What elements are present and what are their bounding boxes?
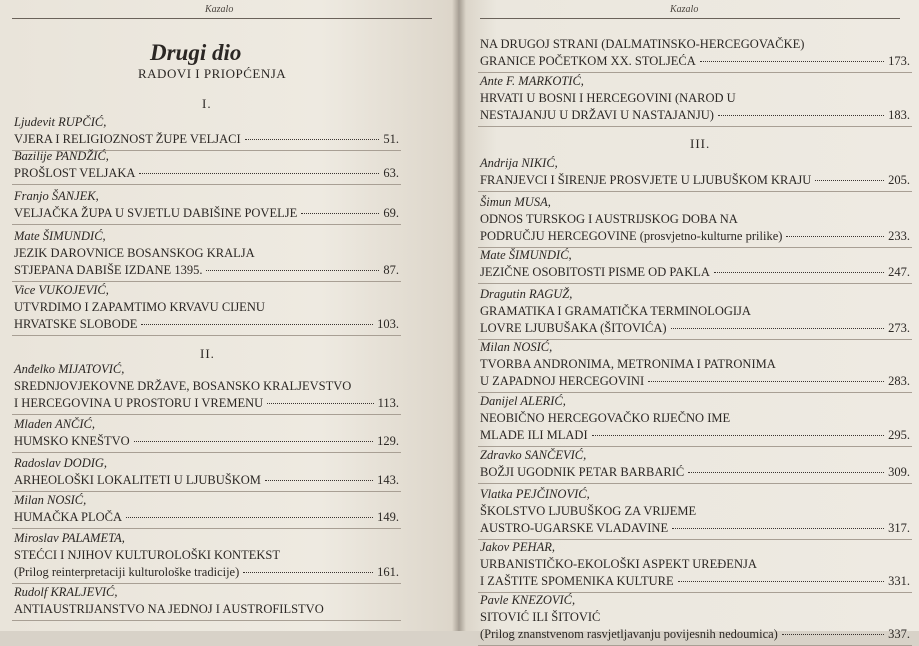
right-header-rule: [480, 18, 900, 19]
entry-author: Miroslav PALAMETA,: [14, 531, 125, 545]
right-toc-entry: [480, 36, 910, 70]
page-number: 149.: [377, 510, 399, 524]
entry-title-line: [480, 172, 910, 189]
entry-author: Mate ŠIMUNDIĆ,: [14, 229, 106, 243]
right-toc-entry: [480, 286, 910, 337]
left-toc-entry: [14, 228, 399, 279]
entry-title-line: GRAMATIKA I GRAMATIČKA TERMINOLOGIJA: [480, 304, 751, 318]
entry-author: Dragutin RAGUŽ,: [480, 287, 573, 301]
entry-title-line: [480, 464, 910, 481]
leader-dots: [648, 381, 884, 382]
entry-title-line: [14, 395, 399, 412]
entry-author: Andrija NIKIĆ,: [480, 156, 558, 170]
leader-dots: [139, 173, 379, 174]
page-number: 129.: [377, 434, 399, 448]
entry-title-text: BOŽJI UGODNIK PETAR BARBARIĆ: [480, 465, 685, 479]
entry-title-line: [14, 433, 399, 450]
entry-author: Jakov PEHAR,: [480, 540, 555, 554]
entry-author: Pavle KNEZOVIĆ,: [480, 593, 576, 607]
entry-title-line: [14, 205, 399, 222]
left-page: [0, 0, 458, 631]
entry-author: Ljudevit RUPČIĆ,: [14, 115, 107, 129]
page-number: 247.: [888, 265, 910, 279]
right-toc-entry: [480, 194, 910, 245]
page-number: 143.: [377, 473, 399, 487]
right-toc-entry: [480, 73, 910, 124]
page-number: 183.: [888, 108, 910, 122]
leader-dots: [672, 528, 884, 529]
entry-title-text: PROŠLOST VELJAKA: [14, 166, 136, 180]
entry-author: Franjo ŠANJEK,: [14, 189, 99, 203]
leader-dots: [700, 61, 884, 62]
entry-title-line: [14, 316, 399, 333]
page-number: 87.: [383, 263, 399, 277]
entry-title-line: URBANISTIČKO-EKOLOŠKI ASPEKT UREĐENJA: [480, 557, 757, 571]
entry-title-line: TVORBA ANDRONIMA, METRONIMA I PATRONIMA: [480, 357, 776, 371]
entry-title-line: ODNOS TURSKOG I AUSTRIJSKOG DOBA NA: [480, 212, 738, 226]
left-toc-entry: [14, 416, 399, 450]
page-number: 161.: [377, 565, 399, 579]
entry-author: Milan NOSIĆ,: [14, 493, 87, 507]
right-toc-entry: [480, 393, 910, 444]
entry-title-text: HUMAČKA PLOČA: [14, 510, 123, 524]
page-number: 113.: [377, 396, 399, 410]
leader-dots: [782, 634, 884, 635]
page-number: 317.: [888, 521, 910, 535]
entry-title-line: SREDNJOVJEKOVNE DRŽAVE, BOSANSKO KRALJEVSTVO: [14, 379, 352, 393]
entry-title-text: VJERA I RELIGIOZNOST ŽUPE VELJACI: [14, 132, 241, 146]
leader-dots: [688, 472, 884, 473]
entry-author: Zdravko SANČEVIĆ,: [480, 448, 587, 462]
entry-title-line: [480, 320, 910, 337]
left-toc-entry: [14, 584, 399, 618]
entry-title-line: ANTIAUSTRIJANSTVO NA JEDNOJ I AUSTROFILSTVO: [14, 602, 324, 616]
entry-title-text: ARHEOLOŠKI LOKALITETI U LJUBUŠKOM: [14, 473, 261, 487]
entry-title-text: (Prilog znanstvenom rasvjetljavanju povijesnih nedoumica): [480, 627, 778, 641]
entry-title-text: PODRUČJU HERCEGOVINE (prosvjetno-kulturne prilike): [480, 229, 783, 243]
entry-author: Vlatka PEJČINOVIĆ,: [480, 487, 590, 501]
entry-title-text: I HERCEGOVINA U PROSTORU I VREMENU: [14, 396, 264, 410]
entry-title-line: [480, 626, 910, 643]
page-number: 295.: [888, 428, 910, 442]
page-number: 205.: [888, 173, 910, 187]
page-number: 283.: [888, 374, 910, 388]
entry-title-line: [480, 427, 910, 444]
entry-title-text: I ZAŠTITE SPOMENIKA KULTURE: [480, 574, 674, 588]
entry-title-text: LOVRE LJUBUŠAKA (ŠITOVIĆA): [480, 321, 667, 335]
entry-title-line: JEZIK DAROVNICE BOSANSKOG KRALJA: [14, 246, 255, 260]
left-toc-entry: [14, 361, 399, 412]
entry-title-text: VELJAČKA ŽUPA U SVJETLU DABIŠINE POVELJE: [14, 206, 298, 220]
entry-title-line: [14, 564, 399, 581]
leader-dots: [126, 517, 373, 518]
leader-dots: [678, 581, 884, 582]
entry-title-line: NEOBIČNO HERCEGOVAČKO RIJEČNO IME: [480, 411, 731, 425]
entry-title-text: GRANICE POČETKOM XX. STOLJEĆA: [480, 54, 696, 68]
left-toc-entry: [14, 148, 399, 182]
entry-title-line: [14, 165, 399, 182]
right-toc-entry: [480, 592, 910, 643]
entry-separator: [12, 184, 401, 185]
entry-title-line: [480, 107, 910, 124]
section-heading-3: III.: [690, 136, 711, 151]
entry-title-line: [480, 53, 910, 70]
entry-separator: [478, 283, 912, 284]
entry-title-line: [14, 262, 399, 279]
left-toc-entry: [14, 188, 399, 222]
leader-dots: [301, 213, 379, 214]
entry-title-line: [480, 520, 910, 537]
leader-dots: [786, 236, 884, 237]
leader-dots: [714, 272, 884, 273]
page-number: 309.: [888, 465, 910, 479]
entry-title-line: [480, 373, 910, 390]
right-toc-entry: [480, 155, 910, 189]
book-spine-shadow: [452, 0, 466, 631]
left-toc-entry: [14, 455, 399, 489]
page-number: 51.: [383, 132, 399, 146]
entry-title-text: STJEPANA DABIŠE IZDANE 1395.: [14, 263, 203, 277]
entry-title-text: HUMSKO KNEŠTVO: [14, 434, 130, 448]
entry-title-text: JEZIČNE OSOBITOSTI PISME OD PAKLA: [480, 265, 710, 279]
entry-title-line: NA DRUGOJ STRANI (DALMATINSKO-HERCEGOVAČKE): [480, 37, 805, 51]
entry-author: Danijel ALERIĆ,: [480, 394, 566, 408]
entry-title-text: MLADE ILI MLADI: [480, 428, 588, 442]
leader-dots: [245, 139, 380, 140]
part-subtitle: RADOVI I PRIOPĆENJA: [138, 66, 287, 81]
entry-title-line: [14, 509, 399, 526]
entry-author: Šimun MUSA,: [480, 195, 551, 209]
right-page: [460, 0, 919, 641]
entry-title-line: STEĆCI I NJIHOV KULTUROLOŠKI KONTEKST: [14, 548, 280, 562]
left-toc-entry: [14, 492, 399, 526]
entry-author: Anđelko MIJATOVIĆ,: [14, 362, 125, 376]
entry-title-text: NESTAJANJU U DRŽAVI U NASTAJANJU): [480, 108, 714, 122]
entry-title-text: FRANJEVCI I ŠIRENJE PROSVJETE U LJUBUŠKOM KRAJU: [480, 173, 812, 187]
page-number: 331.: [888, 574, 910, 588]
entry-author: Mate ŠIMUNDIĆ,: [480, 248, 572, 262]
entry-title-line: SITOVIĆ ILI ŠITOVIĆ: [480, 610, 601, 624]
leader-dots: [815, 180, 884, 181]
entry-separator: [478, 483, 912, 484]
section-heading-1: I.: [202, 96, 212, 111]
left-toc-entry: [14, 114, 399, 148]
entry-author: Mladen ANČIĆ,: [14, 417, 96, 431]
page-number: 103.: [377, 317, 399, 331]
leader-dots: [265, 480, 373, 481]
page-number: 173.: [888, 54, 910, 68]
entry-title-text: AUSTRO-UGARSKE VLADAVINE: [480, 521, 669, 535]
page-number: 63.: [383, 166, 399, 180]
entry-separator: [12, 528, 401, 529]
page-number: 233.: [888, 229, 910, 243]
page-number: 337.: [888, 627, 910, 641]
section-heading-2: II.: [200, 346, 215, 361]
entry-separator: [12, 335, 401, 336]
leader-dots: [592, 435, 885, 436]
entry-title-line: ŠKOLSTVO LJUBUŠKOG ZA VRIJEME: [480, 504, 697, 518]
entry-title-line: [480, 228, 910, 245]
leader-dots: [243, 572, 373, 573]
entry-separator: [478, 126, 912, 127]
right-running-header: Kazalo: [670, 4, 699, 15]
part-title: Drugi dio: [150, 40, 242, 65]
entry-title-line: UTVRDIMO I ZAPAMTIMO KRVAVU CIJENU: [14, 300, 265, 314]
entry-title-line: [480, 264, 910, 281]
entry-separator: [12, 224, 401, 225]
entry-title-line: [14, 472, 399, 489]
left-toc-entry: [14, 282, 399, 333]
leader-dots: [267, 403, 373, 404]
right-toc-entry: [480, 447, 910, 481]
leader-dots: [718, 115, 884, 116]
left-header-rule: [12, 18, 432, 19]
page-number: 69.: [383, 206, 399, 220]
right-toc-entry: [480, 486, 910, 537]
right-toc-entry: [480, 539, 910, 590]
leader-dots: [206, 270, 379, 271]
entry-author: Vice VUKOJEVIĆ,: [14, 283, 109, 297]
entry-author: Rudolf KRALJEVIĆ,: [14, 585, 118, 599]
entry-separator: [12, 620, 401, 621]
entry-separator: [12, 452, 401, 453]
leader-dots: [141, 324, 373, 325]
entry-title-text: HRVATSKE SLOBODE: [14, 317, 138, 331]
right-toc-entry: [480, 247, 910, 281]
leader-dots: [671, 328, 885, 329]
entry-author: Ante F. MARKOTIĆ,: [480, 74, 584, 88]
left-toc-entry: [14, 530, 399, 581]
right-toc-entry: [480, 339, 910, 390]
entry-separator: [12, 414, 401, 415]
entry-author: Milan NOSIĆ,: [480, 340, 553, 354]
entry-title-text: U ZAPADNOJ HERCEGOVINI: [480, 374, 645, 388]
entry-title-line: [14, 131, 399, 148]
leader-dots: [134, 441, 373, 442]
entry-title-line: [480, 573, 910, 590]
left-running-header: Kazalo: [205, 4, 234, 15]
entry-title-line: HRVATI U BOSNI I HERCEGOVINI (NAROD U: [480, 91, 736, 105]
entry-separator: [478, 191, 912, 192]
entry-author: Bazilije PANDŽIĆ,: [14, 149, 109, 163]
entry-author: Radoslav DODIG,: [14, 456, 108, 470]
entry-title-text: (Prilog reinterpretaciji kulturološke tradicije): [14, 565, 240, 579]
page-number: 273.: [888, 321, 910, 335]
